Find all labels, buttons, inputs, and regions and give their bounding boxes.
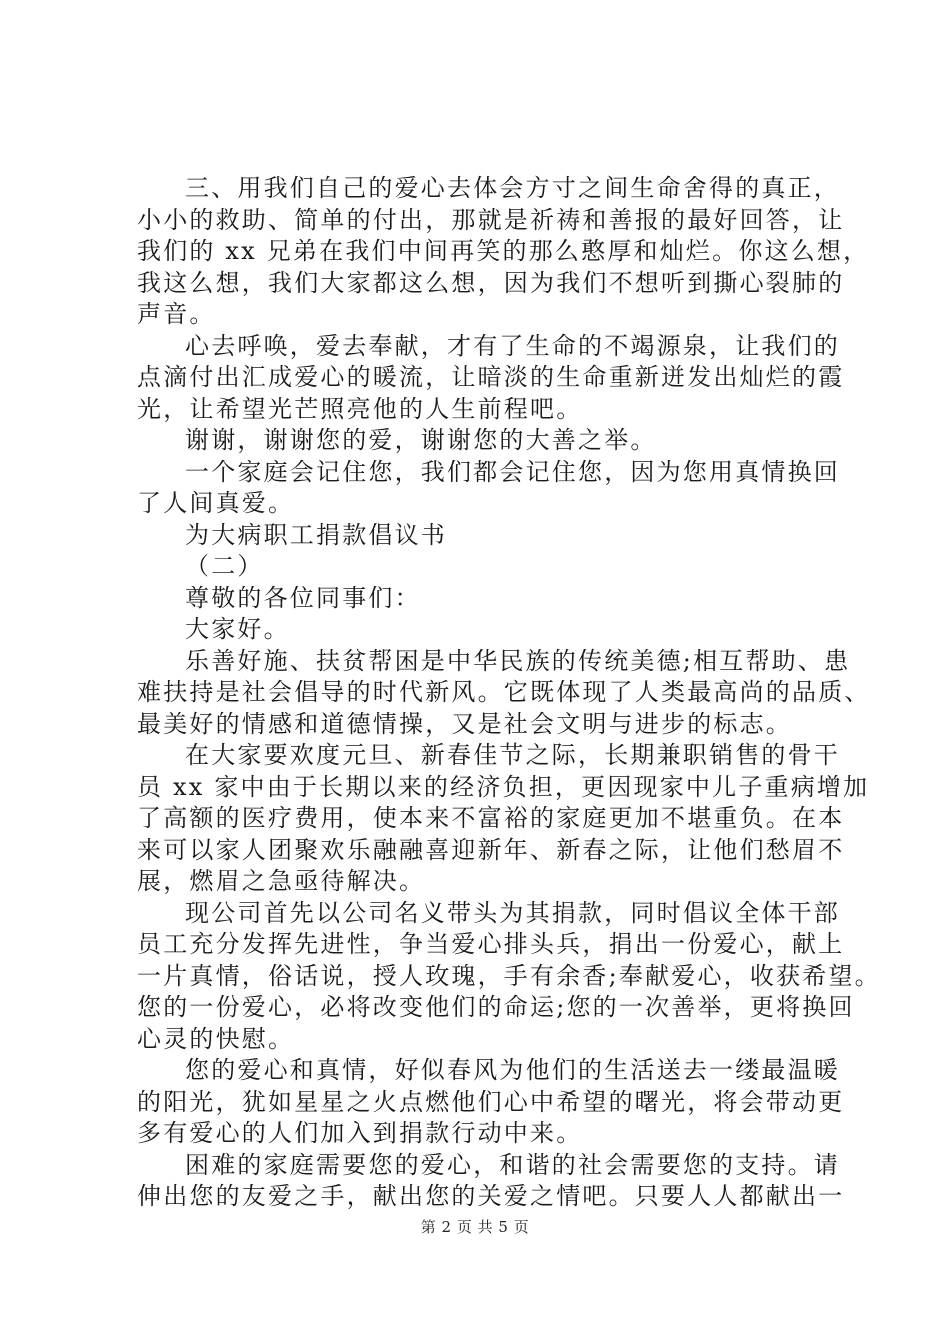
text-line: 心灵的快慰。 — [137, 1024, 295, 1053]
text-line: 三、用我们自己的爱心去体会方寸之间生命舍得的真正， — [185, 174, 840, 202]
text-line: 为大病职工捐款倡议书 — [185, 520, 447, 549]
text-line: 在大家要欢度元旦、新春佳节之际，长期兼职销售的骨干 — [185, 741, 840, 769]
text-line: 的阳光，犹如星星之火点燃他们心中希望的曙光，将会带动更 — [137, 1087, 845, 1116]
text-line: 我们的 xx 兄弟在我们中间再笑的那么憨厚和灿烂。你这么想， — [137, 237, 870, 265]
text-line: 伸出您的友爱之手，献出您的关爱之情吧。只要人人都献出一 — [137, 1182, 845, 1210]
text-line: 难扶持是社会倡导的时代新风。它既体现了人类最高尚的品质、 — [137, 678, 871, 706]
text-line: 我这么想，我们大家都这么想，因为我们不想听到撕心裂肺的 — [137, 268, 845, 297]
text-line: 了人间真爱。 — [137, 489, 295, 517]
text-line: 员工充分发挥先进性，争当爱心排头兵，捐出一份爱心，献上 — [137, 930, 845, 958]
text-line: 现公司首先以公司名义带头为其捐款，同时倡议全体干部 — [185, 898, 840, 927]
text-line: （二） — [185, 552, 264, 580]
text-line: 点滴付出汇成爱心的暖流，让暗淡的生命重新迸发出灿烂的霞 — [137, 363, 845, 391]
text-line: 困难的家庭需要您的爱心，和谐的社会需要您的支持。请 — [185, 1150, 840, 1179]
text-line: 您的一份爱心，必将改变他们的命运;您的一次善举，更将换回 — [137, 993, 855, 1021]
text-line: 光，让希望光芒照亮他的人生前程吧。 — [137, 394, 583, 423]
text-line: 谢谢，谢谢您的爱，谢谢您的大善之举。 — [185, 426, 657, 454]
text-line: 来可以家人团聚欢乐融融喜迎新年、新春之际，让他们愁眉不 — [137, 835, 845, 864]
text-line: 员 xx 家中由于长期以来的经济负担，更因现家中儿子重病增加 — [137, 772, 870, 801]
text-line: 声音。 — [137, 300, 216, 328]
text-line: 尊敬的各位同事们： — [185, 583, 421, 612]
text-line: 展，燃眉之急亟待解决。 — [137, 867, 426, 895]
text-line: 了高额的医疗费用，使本来不富裕的家庭更加不堪重负。在本 — [137, 804, 845, 832]
text-line: 乐善好施、扶贫帮困是中华民族的传统美德;相互帮助、患 — [185, 646, 851, 675]
text-line: 心去呼唤，爱去奉献，才有了生命的不竭源泉，让我们的 — [185, 331, 840, 360]
page-number-footer: 第 2 页 共 5 页 — [420, 1218, 530, 1236]
text-line: 多有爱心的人们加入到捐款行动中来。 — [137, 1119, 583, 1147]
text-line: 您的爱心和真情，好似春风为他们的生活送去一缕最温暖 — [185, 1056, 840, 1084]
text-line: 一个家庭会记住您，我们都会记住您，因为您用真情换回 — [185, 457, 840, 486]
text-line: 最美好的情感和道德情操，又是社会文明与进步的标志。 — [137, 709, 792, 738]
document-body — [137, 173, 881, 1213]
text-line: 一片真情，俗话说，授人玫瑰，手有余香;奉献爱心，收获希望。 — [137, 961, 881, 990]
text-line: 小小的救助、简单的付出，那就是祈祷和善报的最好回答，让 — [137, 205, 845, 234]
text-line: 大家好。 — [185, 615, 290, 643]
